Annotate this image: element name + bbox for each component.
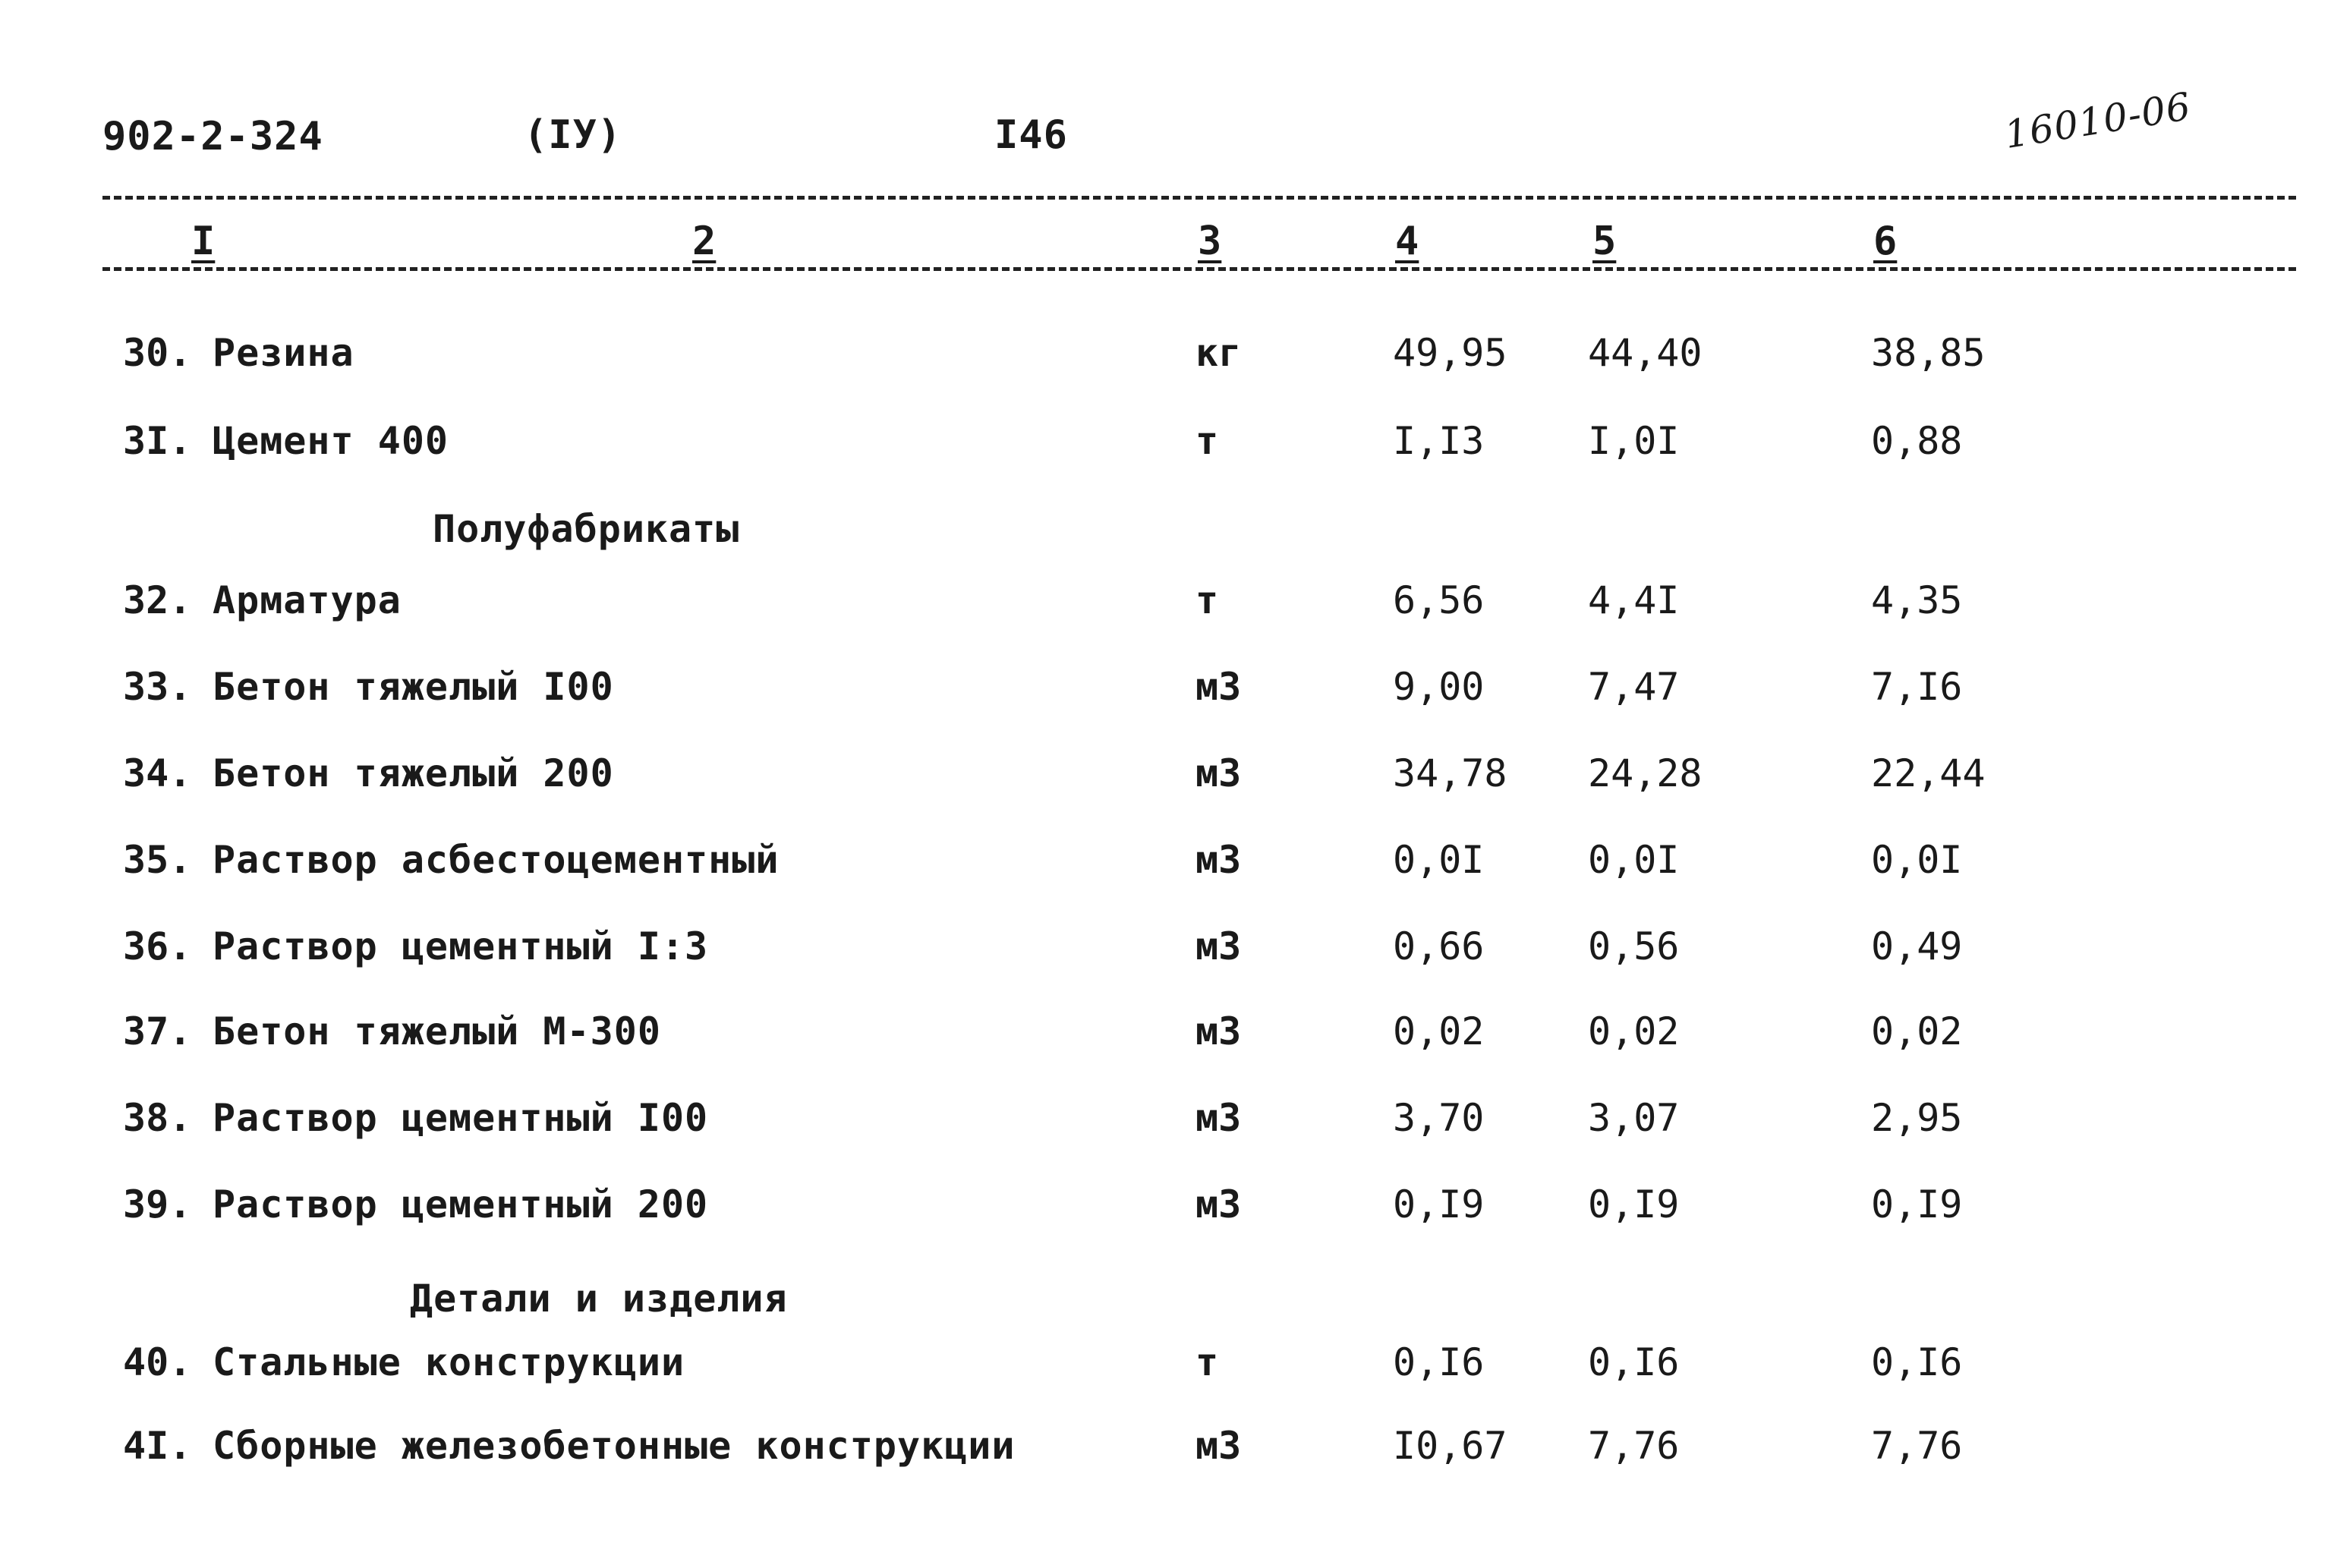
row-name: Бетон тяжелый 200 (213, 751, 614, 795)
table-row (0, 1182, 2331, 1236)
row-name: Раствор асбестоцементный (213, 838, 780, 882)
row-value-col4: I,I3 (1393, 419, 1485, 463)
row-value-col4: 9,00 (1393, 665, 1485, 709)
row-number: 32. (123, 578, 192, 622)
table-row (0, 331, 2331, 384)
document-code: 902-2-324 (102, 114, 323, 159)
row-value-col6: 4,35 (1871, 578, 1963, 622)
row-unit: т (1195, 578, 1219, 622)
row-number: 30. (123, 331, 192, 375)
row-unit: т (1195, 1340, 1219, 1384)
row-value-col4: 0,66 (1393, 924, 1485, 968)
column-number-4: 4 (1395, 219, 1419, 264)
row-value-col5: 7,76 (1588, 1424, 1680, 1468)
table-row (0, 924, 2331, 978)
table-row (0, 1096, 2331, 1149)
row-value-col6: 2,95 (1871, 1096, 1963, 1140)
row-value-col6: 22,44 (1871, 751, 1986, 795)
row-value-col6: 0,I9 (1871, 1182, 1963, 1226)
row-value-col5: 44,40 (1588, 331, 1703, 375)
table-row (0, 419, 2331, 472)
document-part: (IУ) (524, 112, 622, 158)
row-number: 3I. (123, 419, 192, 463)
row-value-col5: 24,28 (1588, 751, 1703, 795)
row-name: Арматура (213, 578, 402, 622)
header-divider-top (102, 196, 2296, 200)
column-number-2: 2 (692, 219, 717, 264)
row-name: Раствор цементный I00 (213, 1096, 709, 1140)
row-name: Раствор цементный 200 (213, 1182, 709, 1226)
row-number: 33. (123, 665, 192, 709)
row-number: 36. (123, 924, 192, 968)
row-value-col4: 0,02 (1393, 1009, 1485, 1053)
row-unit: кг (1195, 331, 1242, 375)
row-number: 37. (123, 1009, 192, 1053)
table-row (0, 578, 2331, 631)
row-value-col5: 0,56 (1588, 924, 1680, 968)
row-value-col6: 7,76 (1871, 1424, 1963, 1468)
column-number-1: I (191, 219, 216, 264)
row-value-col5: 0,0I (1588, 838, 1680, 882)
row-value-col5: 0,02 (1588, 1009, 1680, 1053)
row-value-col4: 6,56 (1393, 578, 1485, 622)
table-row (0, 838, 2331, 891)
row-value-col5: 0,I9 (1588, 1182, 1680, 1226)
row-name: Резина (213, 331, 354, 375)
row-number: 34. (123, 751, 192, 795)
row-unit: м3 (1195, 1424, 1242, 1468)
row-number: 38. (123, 1096, 192, 1140)
column-number-6: 6 (1873, 219, 1898, 264)
row-number: 39. (123, 1182, 192, 1226)
row-unit: т (1195, 419, 1219, 463)
row-value-col6: 0,49 (1871, 924, 1963, 968)
row-number: 40. (123, 1340, 192, 1384)
row-name: Бетон тяжелый I00 (213, 665, 614, 709)
row-unit: м3 (1195, 1009, 1242, 1053)
row-value-col6: 38,85 (1871, 331, 1986, 375)
row-name: Стальные конструкции (213, 1340, 685, 1384)
row-unit: м3 (1195, 1096, 1242, 1140)
row-unit: м3 (1195, 924, 1242, 968)
row-unit: м3 (1195, 751, 1242, 795)
row-value-col4: I0,67 (1393, 1424, 1507, 1468)
row-value-col6: 0,02 (1871, 1009, 1963, 1053)
row-value-col6: 0,0I (1871, 838, 1963, 882)
row-value-col5: 0,I6 (1588, 1340, 1680, 1384)
row-name: Цемент 400 (213, 419, 449, 463)
handwritten-mark: 16010-06 (2001, 83, 2194, 158)
table-row (0, 665, 2331, 718)
row-value-col5: 4,4I (1588, 578, 1680, 622)
table-row (0, 1009, 2331, 1063)
column-number-3: 3 (1198, 219, 1222, 264)
row-value-col6: 0,88 (1871, 419, 1963, 463)
section-heading-semifinished: Полуфабрикаты (433, 507, 740, 551)
header-divider-bottom (102, 267, 2296, 271)
page-number: I46 (994, 112, 1068, 158)
row-name: Сборные железобетонные конструкции (213, 1424, 1016, 1468)
row-value-col4: 49,95 (1393, 331, 1507, 375)
row-name: Раствор цементный I:3 (213, 924, 709, 968)
row-value-col5: 3,07 (1588, 1096, 1680, 1140)
row-value-col5: 7,47 (1588, 665, 1680, 709)
section-heading-parts: Детали и изделия (410, 1277, 788, 1321)
row-value-col6: 7,I6 (1871, 665, 1963, 709)
row-unit: м3 (1195, 838, 1242, 882)
row-value-col4: 3,70 (1393, 1096, 1485, 1140)
table-row (0, 1340, 2331, 1393)
row-value-col4: 0,I6 (1393, 1340, 1485, 1384)
row-value-col4: 34,78 (1393, 751, 1507, 795)
row-number: 35. (123, 838, 192, 882)
table-row (0, 751, 2331, 804)
row-number: 4I. (123, 1424, 192, 1468)
row-value-col4: 0,0I (1393, 838, 1485, 882)
row-unit: м3 (1195, 1182, 1242, 1226)
row-unit: м3 (1195, 665, 1242, 709)
row-value-col4: 0,I9 (1393, 1182, 1485, 1226)
table-row (0, 1424, 2331, 1477)
row-value-col6: 0,I6 (1871, 1340, 1963, 1384)
row-name: Бетон тяжелый М-300 (213, 1009, 661, 1053)
row-value-col5: I,0I (1588, 419, 1680, 463)
column-number-5: 5 (1592, 219, 1617, 264)
